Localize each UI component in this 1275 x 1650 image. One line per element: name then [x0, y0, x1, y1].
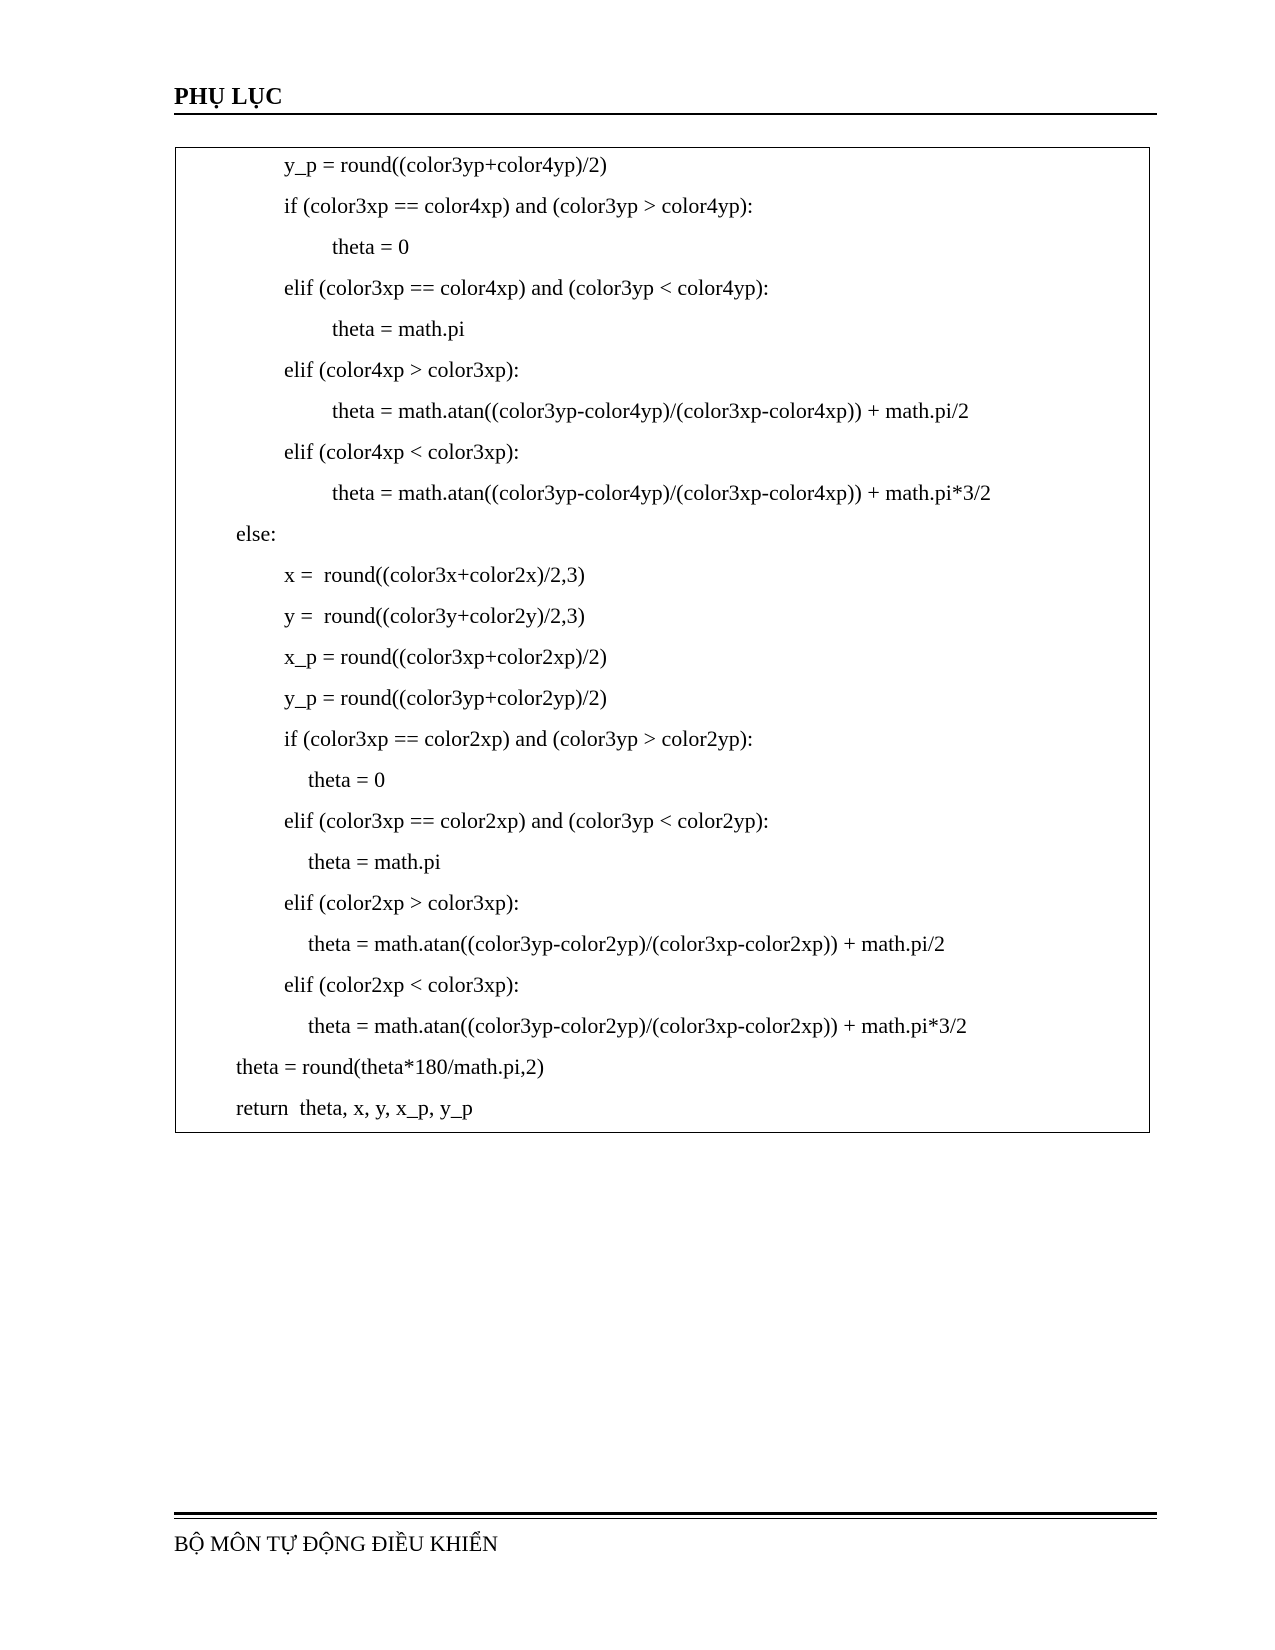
header-divider	[174, 113, 1157, 115]
code-line: elif (color4xp > color3xp):	[284, 357, 520, 382]
code-line: elif (color2xp < color3xp):	[284, 972, 520, 997]
code-line: elif (color3xp == color2xp) and (color3yp < color2yp):	[284, 808, 770, 833]
footer-department: BỘ MÔN TỰ ĐỘNG ĐIỀU KHIỂN	[174, 1531, 499, 1556]
page-header	[174, 82, 1157, 112]
code-line: y_p = round((color3yp+color4yp)/2)	[284, 152, 607, 177]
page-title: PHỤ LỤC	[174, 84, 283, 110]
code-line: else:	[236, 521, 277, 546]
code-line: if (color3xp == color4xp) and (color3yp > color4yp):	[284, 193, 754, 218]
code-line: theta = 0	[308, 767, 386, 792]
code-listing-box	[175, 147, 1150, 1133]
code-line: theta = round(theta*180/math.pi,2)	[236, 1054, 545, 1079]
code-line: theta = math.atan((color3yp-color4yp)/(color3xp-color4xp)) + math.pi/2	[332, 398, 969, 423]
code-line: if (color3xp == color2xp) and (color3yp > color2yp):	[284, 726, 754, 751]
code-line: y_p = round((color3yp+color2yp)/2)	[284, 685, 607, 710]
code-line: theta = math.atan((color3yp-color4yp)/(color3xp-color4xp)) + math.pi*3/2	[332, 480, 991, 505]
code-line: elif (color3xp == color4xp) and (color3yp < color4yp):	[284, 275, 770, 300]
footer-divider-thick	[174, 1512, 1157, 1515]
code-line: theta = math.atan((color3yp-color2yp)/(color3xp-color2xp)) + math.pi/2	[308, 931, 945, 956]
code-line: elif (color2xp > color3xp):	[284, 890, 520, 915]
code-line: y = round((color3y+color2y)/2,3)	[284, 603, 585, 628]
code-line: return theta, x, y, x_p, y_p	[236, 1095, 473, 1120]
code-line: x = round((color3x+color2x)/2,3)	[284, 562, 585, 587]
code-line: x_p = round((color3xp+color2xp)/2)	[284, 644, 607, 669]
code-line: theta = math.pi	[308, 849, 441, 874]
code-line: theta = math.atan((color3yp-color2yp)/(color3xp-color2xp)) + math.pi*3/2	[308, 1013, 967, 1038]
footer-divider-thin	[174, 1518, 1157, 1519]
code-line: theta = 0	[332, 234, 410, 259]
code-line: theta = math.pi	[332, 316, 465, 341]
code-line: elif (color4xp < color3xp):	[284, 439, 520, 464]
